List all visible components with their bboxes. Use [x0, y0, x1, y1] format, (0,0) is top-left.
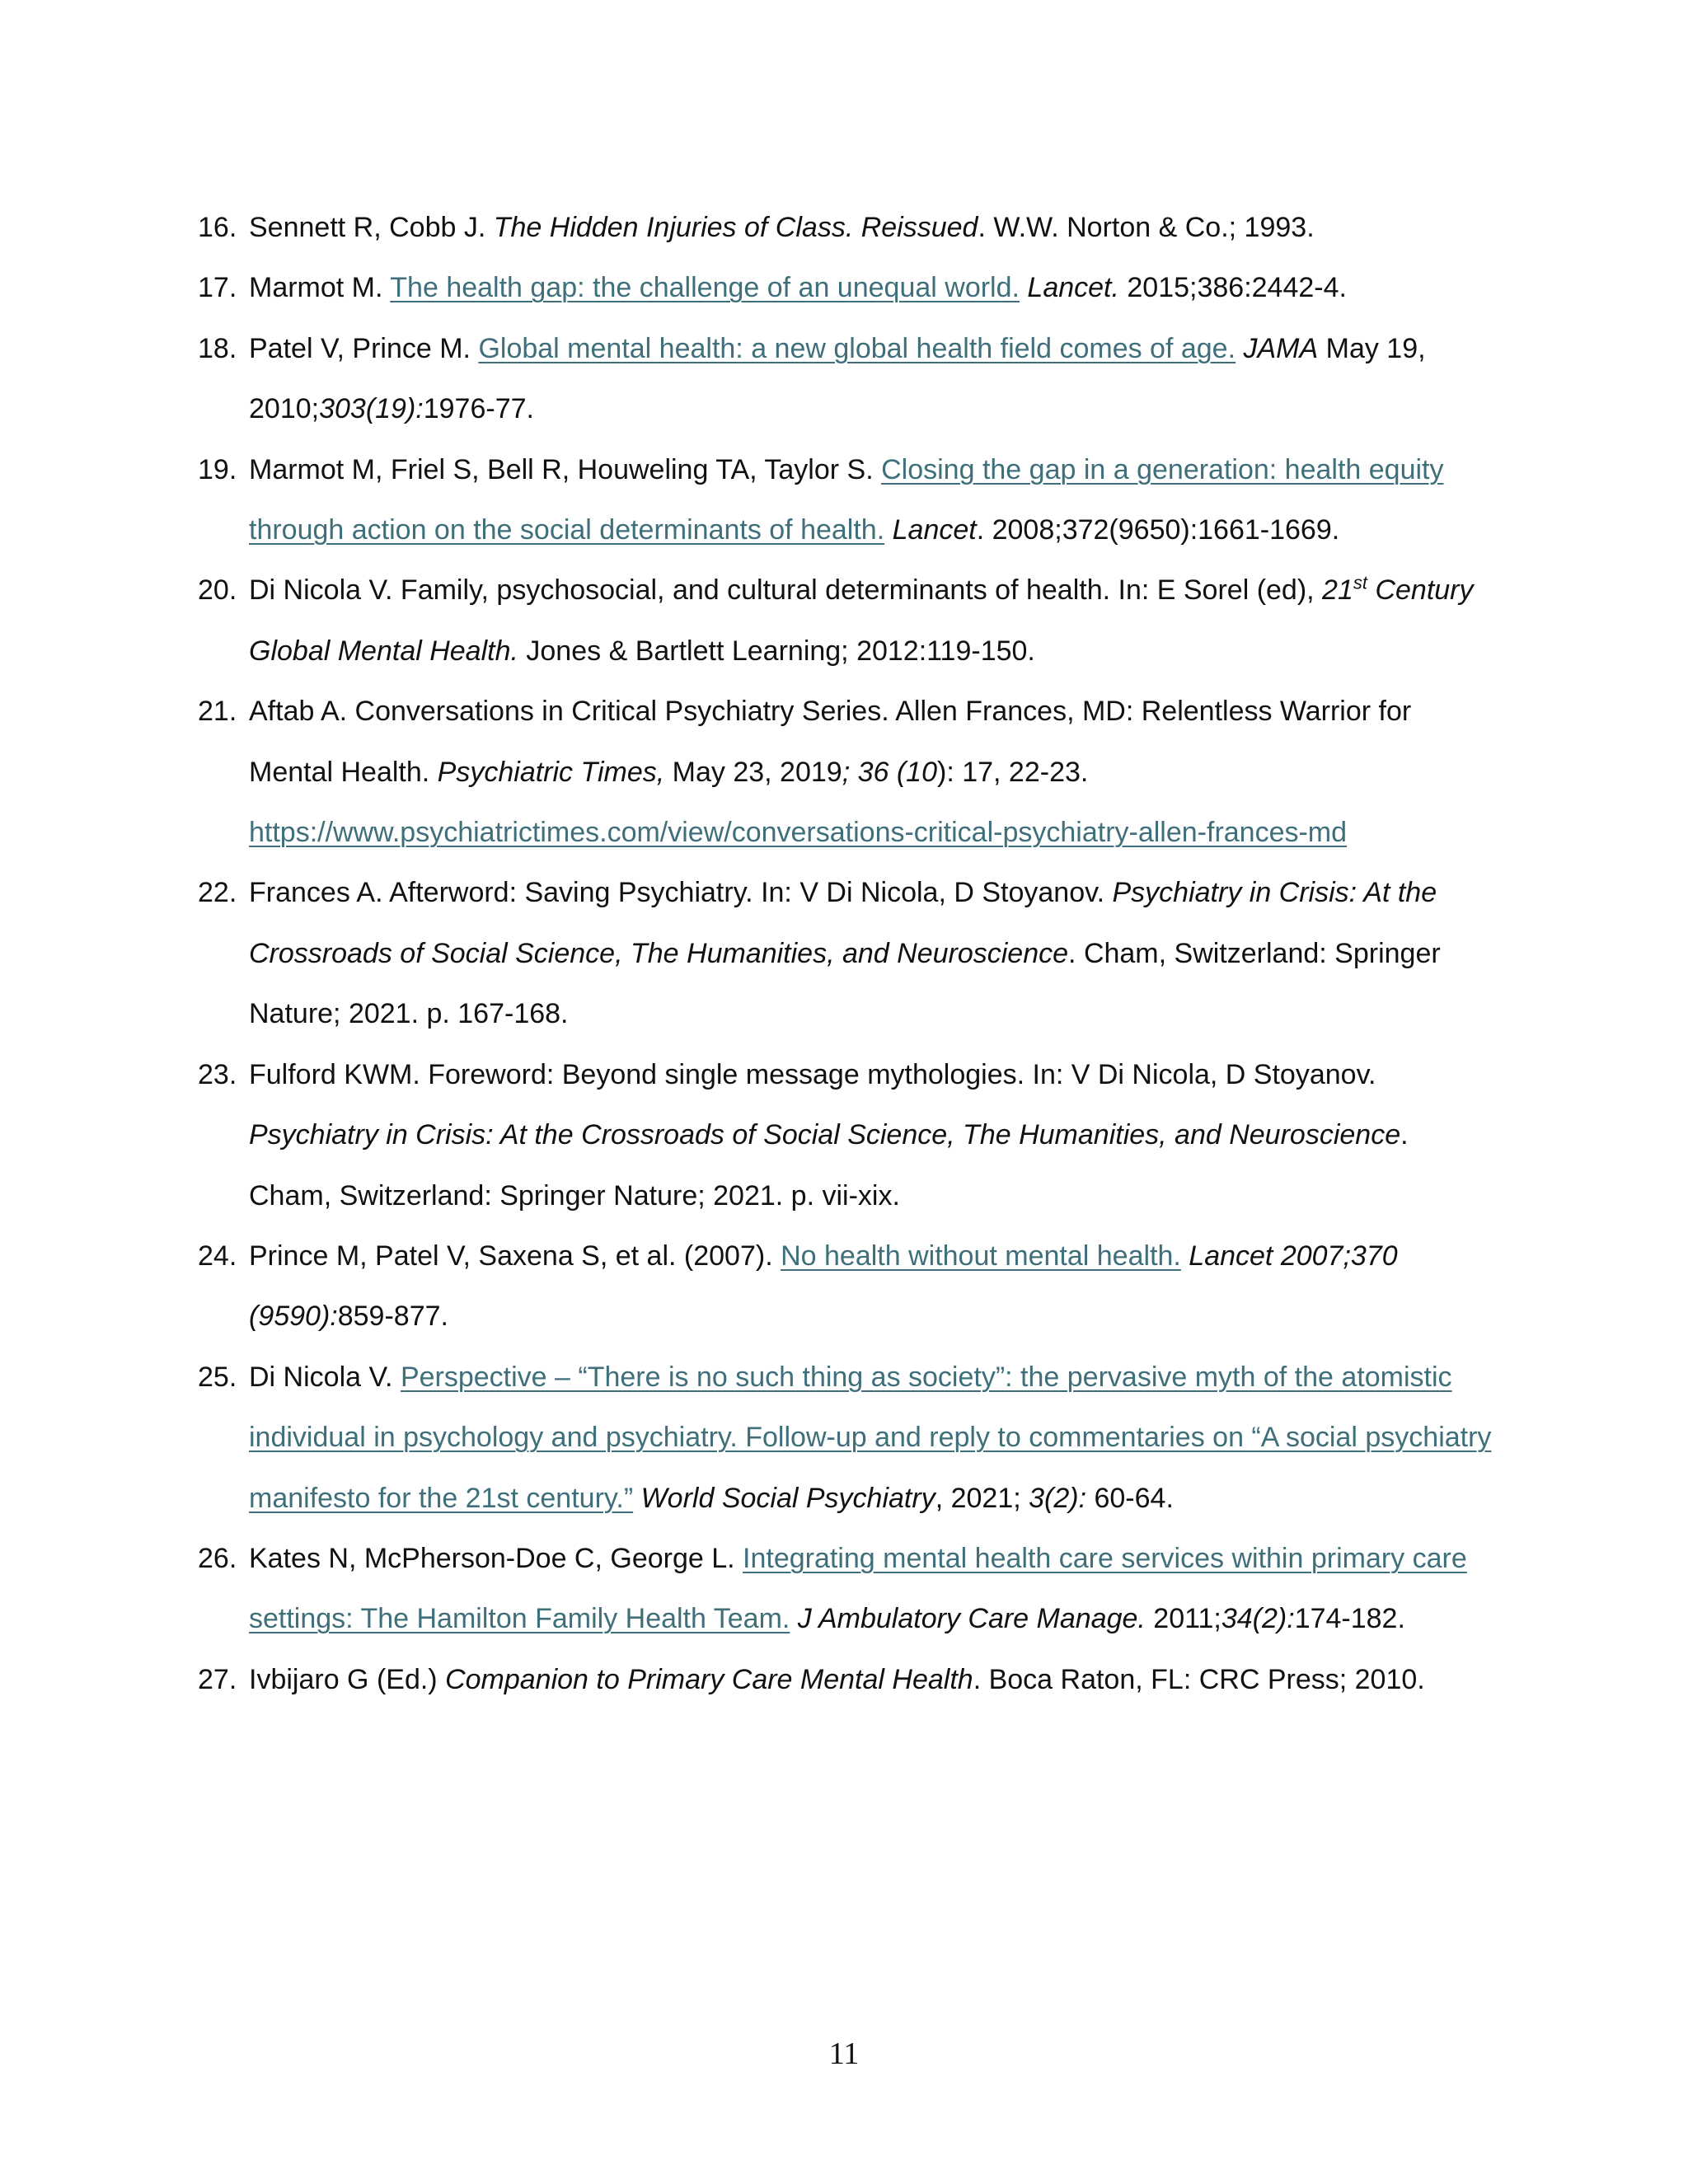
reference-text: Di Nicola V.	[249, 1361, 401, 1393]
italic-text: Companion to Primary Care Mental Health	[445, 1663, 973, 1695]
reference-item	[198, 682, 1492, 863]
reference-item	[198, 1650, 1492, 1710]
reference-text: 2015;386:2442-4.	[1118, 272, 1347, 304]
reference-text: Marmot M.	[249, 272, 391, 304]
reference-text: . Cham, Switzerland: Springer Nature; 2021. p. 167-168.	[249, 937, 1441, 1030]
italic-text: Psychiatric Times,	[437, 756, 665, 788]
reference-item	[198, 1347, 1492, 1529]
reference-item	[198, 1226, 1492, 1347]
reference-text: , 2021;	[935, 1482, 1029, 1514]
reference-text: 2011;	[1145, 1603, 1221, 1635]
reference-list	[198, 198, 1492, 1710]
reference-number: 18.	[198, 332, 237, 364]
reference-text	[1181, 1240, 1189, 1272]
reference-item	[198, 258, 1492, 318]
italic-text: Psychiatry in Crisis: At the Crossroads of Social Science, The Humanities, and Neuroscience	[249, 1119, 1401, 1151]
reference-text: . W.W. Norton & Co.; 1993.	[978, 212, 1315, 243]
reference-text: 174-182.	[1294, 1603, 1405, 1635]
italic-text: The Hidden Injuries of Class. Reissued	[493, 212, 978, 243]
reference-item	[198, 863, 1492, 1044]
superscript-text: st	[1353, 573, 1367, 594]
reference-text: Aftab A. Conversations in Critical Psychiatry Series. Allen Frances, MD: Relentless Warrior for Mental Health.	[249, 696, 1412, 788]
italic-text: J Ambulatory Care Manage.	[797, 1603, 1146, 1635]
reference-number: 23.	[198, 1058, 237, 1090]
reference-number: 24.	[198, 1240, 237, 1272]
page-number: 11	[828, 2036, 860, 2071]
reference-text	[790, 1603, 797, 1634]
italic-text: JAMA	[1243, 332, 1319, 364]
reference-item	[198, 440, 1492, 561]
reference-number: 26.	[198, 1542, 237, 1574]
reference-text	[633, 1483, 640, 1514]
reference-text: . Cham, Switzerland: Springer Nature; 2021. p. vii-xix.	[249, 1119, 1409, 1212]
reference-text: Prince M, Patel V, Saxena S, et al. (2007).	[249, 1240, 781, 1272]
reference-item	[198, 1529, 1492, 1650]
reference-text: . Boca Raton, FL: CRC Press; 2010.	[973, 1663, 1425, 1695]
reference-text: Marmot M, Friel S, Bell R, Houweling TA, Taylor S.	[249, 453, 882, 485]
reference-number: 21.	[198, 696, 237, 728]
italic-text: Psychiatry in Crisis: At the Crossroads of Social Science, The Humanities, and Neuroscience	[249, 877, 1437, 969]
italic-text: 3(2):	[1029, 1482, 1087, 1514]
reference-text: . 2008;372(9650):1661-1669.	[976, 514, 1340, 546]
reference-text: May 19, 2010;	[249, 332, 1426, 425]
reference-number: 22.	[198, 877, 237, 909]
reference-link[interactable]: Integrating mental health care services within primary care settings: The Hamilton Family Health Team.	[249, 1542, 1467, 1635]
reference-number: 25.	[198, 1361, 237, 1393]
reference-number: 17.	[198, 272, 237, 304]
reference-item	[198, 319, 1492, 440]
reference-text: ): 17, 22-23.	[937, 756, 1089, 788]
reference-text: 60-64.	[1086, 1482, 1174, 1514]
italic-text: Lancet.	[1027, 272, 1119, 304]
italic-text: Lancet	[892, 514, 977, 546]
italic-text: World Social Psychiatry	[640, 1482, 935, 1514]
reference-text: Jones & Bartlett Learning; 2012:119-150.	[518, 635, 1035, 667]
reference-text: May 23, 2019	[664, 756, 842, 788]
reference-text: Patel V, Prince M.	[249, 332, 479, 364]
italic-text: ; 36 (10	[842, 756, 937, 788]
reference-item	[198, 560, 1492, 682]
reference-number: 20.	[198, 574, 237, 607]
reference-link[interactable]: No health without mental health.	[781, 1240, 1181, 1272]
reference-text: Ivbijaro G (Ed.)	[249, 1663, 446, 1695]
reference-text: Frances A. Afterword: Saving Psychiatry. In: V Di Nicola, D Stoyanov.	[249, 877, 1113, 909]
reference-link[interactable]: Perspective – “There is no such thing as society”: the pervasive myth of the atomistic individual in psychology and psychiatry. Follow-up and reply to commentaries on “A social psychiatry manifesto for the 21st century.”	[249, 1361, 1492, 1514]
reference-number: 16.	[198, 212, 237, 243]
reference-text: Kates N, McPherson-Doe C, George L.	[249, 1542, 743, 1574]
reference-item	[198, 1045, 1492, 1226]
reference-link[interactable]: The health gap: the challenge of an unequal world.	[390, 272, 1020, 304]
italic-text: Century Global Mental Health.	[249, 574, 1474, 667]
italic-text: 21	[1322, 574, 1353, 607]
reference-text: Di Nicola V. Family, psychosocial, and cultural determinants of health. In: E Sorel (ed),	[249, 574, 1323, 607]
italic-text: Lancet 2007;370 (9590):	[249, 1240, 1398, 1333]
reference-number: 27.	[198, 1663, 237, 1695]
reference-link[interactable]: https://www.psychiatrictimes.com/view/conversations-critical-psychiatry-allen-frances-md	[249, 817, 1348, 849]
reference-link[interactable]: Global mental health: a new global health field comes of age.	[478, 332, 1236, 364]
reference-link[interactable]: Closing the gap in a generation: health equity through action on the social determinants of health.	[249, 453, 1444, 546]
reference-text	[1020, 272, 1027, 303]
reference-text	[884, 514, 892, 546]
reference-number: 19.	[198, 453, 237, 485]
reference-text: Fulford KWM. Foreword: Beyond single message mythologies. In: V Di Nicola, D Stoyanov.	[249, 1058, 1376, 1090]
reference-item	[198, 198, 1492, 258]
reference-text: Sennett R, Cobb J.	[249, 212, 494, 243]
italic-text: 34(2):	[1221, 1603, 1295, 1635]
italic-text: 303(19):	[319, 393, 424, 425]
reference-text: 1976-77.	[423, 393, 534, 425]
reference-text: 859-877.	[337, 1301, 448, 1333]
